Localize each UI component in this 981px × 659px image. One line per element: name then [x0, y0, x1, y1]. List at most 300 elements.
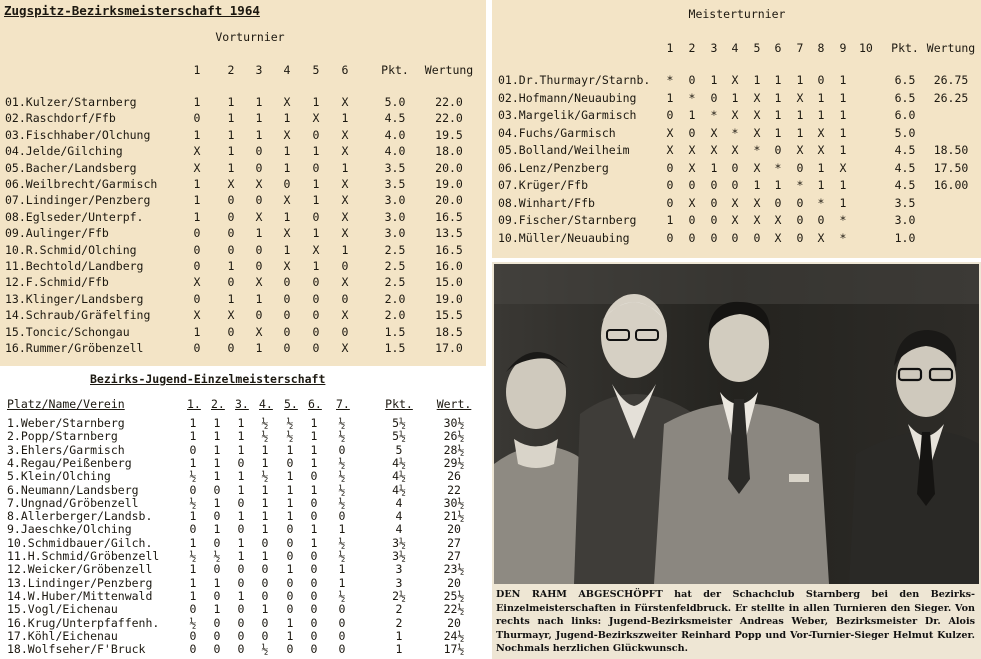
jugend-cell: 0 — [338, 628, 346, 643]
vorturnier-round-header: 6 — [341, 63, 349, 77]
meisterturnier-pkt-header: Pkt. — [891, 41, 919, 55]
caption-lead: DEN RAHM ABGESCHÖPFT — [496, 589, 663, 600]
jugend-row-wertung: 30½ — [443, 495, 465, 510]
vorturnier-row-wertung: 19.5 — [435, 127, 463, 142]
vorturnier-row-pkt: 2.5 — [384, 275, 406, 290]
jugend-cell: 0 — [286, 588, 294, 603]
jugend-cell: 1 — [213, 442, 221, 457]
jugend-cell: 1 — [237, 469, 245, 484]
meisterturnier-row-wertung: 18.50 — [933, 143, 969, 157]
jugend-cell: 1 — [189, 455, 197, 470]
meisterturnier-panel — [492, 0, 981, 258]
jugend-row-name: 7.Ungnad/Gröbenzell — [7, 495, 139, 510]
vorturnier-row-pkt: 3.0 — [384, 209, 406, 224]
jugend-row-name: 2.Popp/Starnberg — [7, 429, 118, 444]
vorturnier-row-name: 09.Aulinger/Ffb — [5, 226, 109, 241]
vorturnier-cell: 0 — [312, 127, 320, 142]
vorturnier-cell: 1 — [255, 226, 263, 241]
vorturnier-cell: 1 — [255, 127, 263, 142]
jugend-cell: 1 — [237, 482, 245, 497]
jugend-row-name: 14.W.Huber/Mittenwald — [7, 588, 153, 603]
vorturnier-row-name: 13.Klinger/Landsberg — [5, 291, 144, 306]
vorturnier-row-pkt: 2.0 — [384, 308, 406, 323]
jugend-cell: 0 — [310, 575, 318, 590]
jugend-cell: 1 — [261, 482, 269, 497]
meisterturnier-round-header: 3 — [710, 41, 718, 55]
vorturnier-row-name: 10.R.Schmid/Olching — [5, 242, 137, 257]
vorturnier-subtitle: Vorturnier — [215, 30, 285, 44]
jugend-cell: 0 — [338, 442, 346, 457]
meisterturnier-round-header: 1 — [666, 41, 674, 55]
vorturnier-row-name: 08.Eglseder/Unterpf. — [5, 209, 144, 224]
jugend-cell: 0 — [189, 628, 197, 643]
jugend-row-wertung: 27 — [447, 535, 461, 550]
jugend-cell: 0 — [189, 442, 197, 457]
meisterturnier-cell: 0 — [731, 230, 739, 245]
jugend-row-wertung: 20 — [447, 615, 461, 630]
jugend-cell: 1 — [261, 455, 269, 470]
meisterturnier-cell: 1 — [839, 143, 847, 157]
jugend-cell: 0 — [213, 562, 221, 577]
meisterturnier-cell: 1 — [753, 73, 761, 87]
jugend-cell: 1 — [213, 469, 221, 484]
meisterturnier-cell: X — [731, 108, 739, 122]
vorturnier-cell: 0 — [193, 341, 201, 355]
vorturnier-cell: X — [283, 193, 291, 208]
jugend-cell: 0 — [237, 602, 245, 617]
jugend-row-pkt: 1 — [395, 628, 403, 643]
jugend-row-pkt: 4 — [395, 509, 403, 524]
jugend-row-name: 15.Vogl/Eichenau — [7, 602, 118, 617]
jugend-cell: 1 — [213, 522, 221, 537]
jugend-panel — [0, 368, 486, 659]
vorturnier-pkt-header: Pkt. — [381, 63, 409, 77]
jugend-cell: 0 — [286, 535, 294, 550]
jugend-cell: 0 — [310, 588, 318, 603]
meisterturnier-row-wertung: 17.50 — [933, 160, 969, 175]
jugend-cell: 0 — [189, 522, 197, 537]
jugend-cell: 0 — [189, 642, 197, 657]
vorturnier-cell: 1 — [227, 291, 235, 306]
jugend-row-name: 10.Schmidbauer/Gilch. — [7, 535, 153, 550]
vorturnier-row-name: 15.Toncic/Schongau — [5, 324, 130, 339]
jugend-cell: 1 — [237, 535, 245, 550]
vorturnier-cell: 1 — [312, 259, 320, 273]
vorturnier-row-pkt: 4.0 — [384, 144, 406, 159]
jugend-cell: 0 — [213, 628, 221, 643]
vorturnier-row-name: 06.Weilbrecht/Garmisch — [5, 177, 158, 191]
vorturnier-row-pkt: 1.5 — [384, 341, 406, 355]
jugend-cell: 1 — [213, 602, 221, 617]
meisterturnier-cell: 0 — [731, 160, 739, 175]
jugend-row-wertung: 29½ — [443, 455, 465, 470]
meisterturnier-cell: * — [796, 178, 804, 192]
meisterturnier-cell: * — [753, 143, 761, 157]
meisterturnier-cell: X — [688, 143, 696, 157]
jugend-cell: ½ — [338, 429, 346, 444]
meisterturnier-cell: 1 — [839, 108, 847, 122]
meisterturnier-cell: 1 — [666, 213, 674, 227]
meisterturnier-row-pkt: 3.5 — [894, 195, 916, 210]
jugend-cell: 0 — [310, 602, 318, 617]
jugend-cell: 1 — [213, 455, 221, 470]
meisterturnier-cell: 1 — [839, 90, 847, 105]
meisterturnier-cell: 1 — [774, 73, 782, 87]
vorturnier-cell: 0 — [193, 242, 201, 257]
jugend-row-pkt: 4½ — [392, 469, 406, 484]
jugend-cell: ½ — [338, 549, 346, 563]
jugend-row-wertung: 27 — [447, 549, 461, 563]
meisterturnier-row-pkt: 6.5 — [894, 90, 916, 105]
vorturnier-cell: X — [312, 111, 320, 126]
newspaper-photo — [494, 264, 979, 584]
vorturnier-row-pkt: 4.0 — [384, 127, 406, 142]
vorturnier-row-pkt: 3.0 — [384, 226, 406, 241]
vorturnier-cell: X — [283, 259, 291, 273]
meisterturnier-row-name: 08.Winhart/Ffb — [498, 195, 595, 210]
vorturnier-cell: 1 — [283, 160, 291, 175]
jugend-cell: 0 — [261, 575, 269, 590]
vorturnier-cell: 0 — [193, 259, 201, 273]
vorturnier-cell: 0 — [255, 308, 263, 323]
jugend-cell: ½ — [189, 469, 197, 484]
suit-person-4 — [849, 431, 979, 584]
vorturnier-cell: X — [193, 308, 201, 323]
meisterturnier-cell: X — [731, 73, 739, 87]
jugend-cell: 0 — [310, 615, 318, 630]
vorturnier-cell: 0 — [255, 193, 263, 208]
vorturnier-cell: X — [193, 160, 201, 175]
meisterturnier-cell: 0 — [774, 195, 782, 210]
vorturnier-row-wertung: 18.0 — [435, 144, 463, 159]
vorturnier-round-header: 3 — [255, 63, 263, 77]
vorturnier-cell: 1 — [227, 144, 235, 159]
vorturnier-cell: 0 — [312, 308, 320, 323]
jugend-round-header: 7. — [336, 397, 350, 411]
vorturnier-cell: 0 — [227, 324, 235, 339]
meisterturnier-cell: 1 — [817, 108, 825, 122]
meisterturnier-cell: 0 — [688, 230, 696, 245]
meisterturnier-cell: 1 — [796, 125, 804, 140]
meisterturnier-cell: * — [839, 213, 847, 227]
meisterturnier-row-pkt: 4.5 — [894, 143, 916, 157]
jugend-cell: ½ — [261, 469, 269, 484]
meisterturnier-cell: 0 — [710, 195, 718, 210]
vorturnier-cell: 0 — [312, 275, 320, 290]
vorturnier-cell: X — [341, 341, 349, 355]
jugend-row-pkt: 1 — [395, 642, 403, 657]
jugend-row-wertung: 23½ — [443, 562, 465, 577]
jugend-row-pkt: 2 — [395, 615, 403, 630]
vorturnier-cell: 1 — [283, 209, 291, 224]
vorturnier-cell: 0 — [283, 291, 291, 306]
vorturnier-row-wertung: 13.5 — [435, 226, 463, 241]
vorturnier-cell: X — [341, 95, 349, 109]
vorturnier-cell: 0 — [283, 308, 291, 323]
jugend-cell: 1 — [286, 482, 294, 497]
vorturnier-row-name: 05.Bacher/Landsberg — [5, 160, 137, 175]
jugend-cell: 1 — [261, 602, 269, 617]
meisterturnier-row-name: 07.Krüger/Ffb — [498, 178, 589, 192]
vorturnier-cell: X — [283, 95, 291, 109]
vorturnier-cell: 1 — [341, 111, 349, 126]
meisterturnier-cell: 0 — [710, 178, 718, 192]
jugend-cell: 1 — [237, 429, 245, 444]
jugend-cell: 1 — [213, 429, 221, 444]
vorturnier-cell: 1 — [255, 291, 263, 306]
jugend-row-name: 6.Neumann/Landsberg — [7, 482, 139, 497]
jugend-cell: 1 — [310, 416, 318, 430]
jugend-title: Bezirks-Jugend-Einzelmeisterschaft — [90, 372, 326, 386]
meisterturnier-cell: 1 — [817, 160, 825, 175]
vorturnier-cell: X — [283, 226, 291, 241]
jugend-row-pkt: 5½ — [392, 429, 406, 444]
meisterturnier-cell: 1 — [774, 90, 782, 105]
jugend-cell: ½ — [213, 549, 221, 563]
meisterturnier-cell: 0 — [710, 230, 718, 245]
meisterturnier-cell: 0 — [666, 195, 674, 210]
vorturnier-cell: X — [341, 308, 349, 323]
meisterturnier-cell: X — [753, 90, 761, 105]
meisterturnier-cell: X — [753, 160, 761, 175]
meisterturnier-cell: 0 — [817, 213, 825, 227]
jugend-cell: 0 — [237, 455, 245, 470]
jugend-cell: 0 — [286, 455, 294, 470]
jugend-cell: 1 — [189, 429, 197, 444]
jugend-cell: 1 — [189, 562, 197, 577]
jugend-row-wertung: 30½ — [443, 416, 465, 430]
vorturnier-cell: X — [255, 209, 263, 224]
jugend-row-pkt: 3½ — [392, 535, 406, 550]
meisterturnier-cell: X — [710, 125, 718, 140]
meisterturnier-cell: * — [731, 125, 739, 140]
vorturnier-cell: X — [227, 177, 235, 191]
meisterturnier-round-header: 2 — [688, 41, 696, 55]
jugend-cell: 1 — [261, 549, 269, 563]
meisterturnier-cell: 1 — [774, 125, 782, 140]
vorturnier-title: Zugspitz-Bezirksmeisterschaft 1964 — [4, 3, 260, 18]
vorturnier-cell: 0 — [283, 324, 291, 339]
jugend-row-pkt: 4 — [395, 495, 403, 510]
jugend-row-wertung: 20 — [447, 575, 461, 590]
jugend-cell: 0 — [310, 469, 318, 484]
meisterturnier-cell: * — [710, 108, 718, 122]
meisterturnier-row-name: 09.Fischer/Starnberg — [498, 213, 637, 227]
jugend-cell: ½ — [261, 642, 269, 657]
jugend-row-wertung: 22½ — [443, 602, 465, 617]
vorturnier-cell: 1 — [255, 95, 263, 109]
meisterturnier-cell: * — [817, 195, 825, 210]
jugend-row-pkt: 3 — [395, 575, 403, 590]
jugend-cell: 0 — [261, 535, 269, 550]
vorturnier-cell: 1 — [227, 127, 235, 142]
jugend-cell: ½ — [338, 535, 346, 550]
vorturnier-panel — [0, 0, 486, 366]
meisterturnier-cell: X — [688, 160, 696, 175]
meisterturnier-cell: 0 — [817, 73, 825, 87]
vorturnier-cell: 0 — [193, 226, 201, 241]
meisterturnier-cell: 1 — [774, 108, 782, 122]
meisterturnier-row-pkt: 6.5 — [894, 73, 916, 87]
meisterturnier-wertung-header: Wertung — [926, 41, 976, 55]
vorturnier-cell: 1 — [312, 177, 320, 191]
vorturnier-row-pkt: 2.0 — [384, 291, 406, 306]
vorturnier-cell: 0 — [312, 160, 320, 175]
jugend-wertung-header: Wert. — [436, 397, 472, 411]
meisterturnier-cell: 0 — [688, 178, 696, 192]
vorturnier-cell: 0 — [312, 209, 320, 224]
meisterturnier-row-wertung: 26.25 — [933, 90, 969, 105]
meisterturnier-round-header: 4 — [731, 41, 739, 55]
photo-caption — [496, 588, 975, 656]
jugend-row-pkt: 3 — [395, 562, 403, 577]
jugend-row-name: 3.Ehlers/Garmisch — [7, 442, 125, 457]
meisterturnier-cell: 1 — [710, 160, 718, 175]
jugend-cell: ½ — [261, 416, 269, 430]
meisterturnier-cell: X — [774, 213, 782, 227]
jugend-cell: 0 — [237, 522, 245, 537]
vorturnier-cell: 0 — [227, 209, 235, 224]
jugend-row-wertung: 25½ — [443, 588, 465, 603]
jugend-cell: 1 — [286, 509, 294, 524]
vorturnier-row-pkt: 2.5 — [384, 242, 406, 257]
vorturnier-cell: X — [341, 144, 349, 159]
vorturnier-row-name: 07.Lindinger/Penzberg — [5, 193, 151, 208]
meisterturnier-cell: X — [774, 230, 782, 245]
meisterturnier-cell: X — [710, 143, 718, 157]
meisterturnier-cell: X — [688, 195, 696, 210]
vorturnier-cell: X — [255, 177, 263, 191]
vorturnier-row-pkt: 1.5 — [384, 324, 406, 339]
vorturnier-cell: 0 — [341, 324, 349, 339]
meisterturnier-cell: 1 — [731, 90, 739, 105]
jugend-cell: 0 — [213, 588, 221, 603]
jugend-cell: 1 — [338, 522, 346, 537]
meisterturnier-cell: X — [817, 230, 825, 245]
jugend-cell: ½ — [338, 495, 346, 510]
meisterturnier-cell: X — [731, 143, 739, 157]
jugend-cell: 1 — [237, 549, 245, 563]
jugend-row-wertung: 22 — [447, 482, 461, 497]
jugend-cell: 0 — [310, 642, 318, 657]
vorturnier-cell: 0 — [193, 111, 201, 126]
jugend-cell: 0 — [310, 562, 318, 577]
meisterturnier-cell: 0 — [796, 213, 804, 227]
face-person-1 — [506, 355, 566, 429]
vorturnier-row-wertung: 20.0 — [435, 160, 463, 175]
caption-text: hat der Schachclub Starnberg bei den Bezirks-Einzelmeisterschaften in Fürstenfeldbruck. Er stellte in allen Turnieren den Sieger. Von rechts nach links: Jugend-Bezirksmeister Andreas Weber, Bezirksmeister Dr. Alois Thurmayr, Jugend-Bezirkszweiter Reinhard Popp und Vor-Turnier-Sieger Helmut Kulzer. Nochmals herzlichen Glückwunsch. — [496, 589, 975, 655]
jugend-cell: 0 — [237, 615, 245, 630]
jugend-row-wertung: 26½ — [443, 429, 465, 444]
vorturnier-row-wertung: 19.0 — [435, 291, 463, 306]
jugend-cell: 0 — [237, 628, 245, 643]
jugend-cell: 1 — [338, 575, 346, 590]
meisterturnier-cell: 0 — [731, 178, 739, 192]
meisterturnier-cell: 1 — [839, 195, 847, 210]
vorturnier-cell: X — [341, 209, 349, 224]
jugend-row-name: 8.Allerberger/Landsb. — [7, 509, 153, 524]
meisterturnier-round-header: 7 — [796, 41, 804, 55]
vorturnier-round-header: 1 — [193, 63, 201, 77]
meisterturnier-cell: 0 — [666, 230, 674, 245]
jugend-cell: 0 — [261, 588, 269, 603]
jugend-row-name: 17.Köhl/Eichenau — [7, 628, 118, 643]
jugend-cell: 0 — [286, 549, 294, 563]
vorturnier-row-wertung: 22.0 — [435, 111, 463, 126]
jugend-cell: 0 — [286, 642, 294, 657]
jugend-cell: 0 — [189, 602, 197, 617]
jugend-cell: 1 — [310, 455, 318, 470]
vorturnier-cell: 1 — [312, 226, 320, 241]
jugend-cell: 1 — [261, 442, 269, 457]
meisterturnier-cell: 1 — [688, 108, 696, 122]
vorturnier-cell: 1 — [283, 242, 291, 257]
jugend-row-name: 11.H.Schmid/Gröbenzell — [7, 549, 160, 563]
vorturnier-row-name: 02.Raschdorf/Ffb — [5, 111, 116, 126]
jugend-cell: 1 — [261, 495, 269, 510]
vorturnier-cell: 1 — [193, 324, 201, 339]
vorturnier-cell: 0 — [312, 291, 320, 306]
jugend-cell: 0 — [237, 495, 245, 510]
vorturnier-round-header: 5 — [312, 63, 320, 77]
meisterturnier-cell: 0 — [710, 213, 718, 227]
vorturnier-cell: 1 — [227, 95, 235, 109]
jugend-row-pkt: 2½ — [392, 588, 406, 603]
vorturnier-row-wertung: 19.0 — [435, 177, 463, 191]
jugend-cell: ½ — [261, 429, 269, 444]
meisterturnier-cell: X — [731, 195, 739, 210]
jugend-name-header: Platz/Name/Verein — [7, 397, 125, 411]
meisterturnier-row-name: 10.Müller/Neuaubing — [498, 230, 630, 245]
jugend-cell: 0 — [237, 642, 245, 657]
jugend-cell: ½ — [338, 588, 346, 603]
meisterturnier-cell: X — [666, 143, 674, 157]
meisterturnier-cell: X — [817, 125, 825, 140]
photo-panel — [492, 262, 981, 659]
jugend-cell: ½ — [286, 416, 294, 430]
meisterturnier-cell: 1 — [839, 73, 847, 87]
meisterturnier-row-wertung: 26.75 — [933, 73, 969, 87]
jugend-row-name: 1.Weber/Starnberg — [7, 416, 125, 430]
jugend-cell: 1 — [286, 442, 294, 457]
vorturnier-cell: 0 — [341, 259, 349, 273]
vorturnier-cell: X — [341, 226, 349, 241]
jugend-cell: 1 — [338, 562, 346, 577]
jugend-cell: 1 — [237, 588, 245, 603]
jugend-cell: 1 — [261, 509, 269, 524]
jugend-cell: 0 — [213, 535, 221, 550]
jugend-row-wertung: 24½ — [443, 628, 465, 643]
jugend-cell: 1 — [286, 562, 294, 577]
jugend-cell: 0 — [189, 482, 197, 497]
vorturnier-cell: 0 — [227, 242, 235, 257]
vorturnier-row-wertung: 15.0 — [435, 275, 463, 290]
vorturnier-cell: 0 — [255, 160, 263, 175]
jugend-cell: 1 — [189, 588, 197, 603]
meisterturnier-row-name: 04.Fuchs/Garmisch — [498, 125, 616, 140]
jugend-row-name: 9.Jaeschke/Olching — [7, 522, 132, 537]
jugend-row-pkt: 4 — [395, 522, 403, 537]
vorturnier-row-wertung: 16.5 — [435, 209, 463, 224]
vorturnier-row-wertung: 17.0 — [435, 341, 463, 355]
jugend-cell: 0 — [338, 642, 346, 657]
meisterturnier-cell: 0 — [753, 230, 761, 245]
vorturnier-cell: 0 — [312, 324, 320, 339]
jugend-row-wertung: 20 — [447, 522, 461, 537]
jugend-cell: ½ — [338, 482, 346, 497]
meisterturnier-cell: 1 — [839, 125, 847, 140]
vorturnier-cell: X — [193, 144, 201, 159]
